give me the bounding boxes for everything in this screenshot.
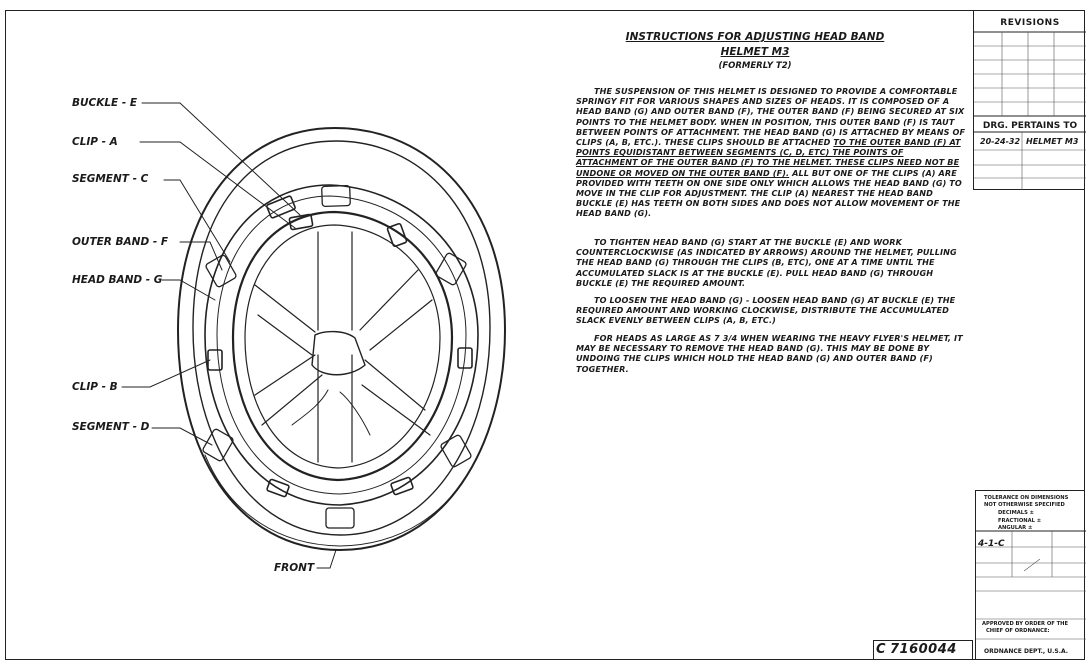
helmet-drawing xyxy=(0,0,600,600)
helmet-shell-inner xyxy=(193,141,490,535)
tb-tolerance: TOLERANCE ON DIMENSIONS xyxy=(984,495,1069,501)
para1-underlined: TO THE OUTER BAND (F) AT POINTS EQUIDISTANT BETWEEN SEGMENTS (C, D, ETC) THE POINTS OF ATTACHMENT OF THE OUTER BAND (F) TO THE HELMET. THESE CLIPS NEED NOT BE UNDONE OR MOVED ON THE OUTER BAND (F). xyxy=(576,137,961,178)
instructions-paragraph-2: TO TIGHTEN HEAD BAND (G) START AT THE BUCKLE (E) AND WORK COUNTERCLOCKWISE (AS INDICATED BY ARROWS) AROUND THE HELMET, PULLING THE HEAD BAND (G) THROUGH THE CLIPS (B, ETC), ONE AT A TIME UNTIL THE ACCUMULATED SLACK IS AT THE BUCKLE (E). PULL HEAD BAND (G) THROUGH BUCKLE (E) THE REQUIRED AMOUNT. xyxy=(576,237,957,288)
tb-approved: APPROVED BY ORDER OF THE xyxy=(982,621,1069,627)
crown-strap-vertical-lower xyxy=(318,355,352,462)
drawing-number-prefix: C xyxy=(876,642,886,657)
tb-fractional: FRACTIONAL ± xyxy=(998,518,1042,524)
instructions-formerly: (FORMERLY T2) xyxy=(718,61,792,71)
helmet-brim xyxy=(205,455,478,546)
instructions-paragraph-4: FOR HEADS AS LARGE AS 7 3/4 WHEN WEARING THE HEAVY FLYER'S HELMET, IT MAY BE NECESSARY TO REMOVE THE HEAD BAND (G). THIS MAY BE DONE BY UNDOING THE CLIPS WHICH HOLD THE HEAD BAND (G) AND OUTER BAND (F) TOGETHER. xyxy=(576,333,963,374)
instructions-paragraph-1 xyxy=(576,86,966,219)
para1-end: ALL BUT ONE OF THE CLIPS (A) ARE PROVIDED WITH TEETH ON ONE SIDE ONLY WHICH ALLOWS THE HEAD BAND (G) TO MOVE IN THE CLIP FOR ADJUSTMENT. THE CLIP (A) NEAREST THE HEAD BAND BUCKLE (E) HAS TEETH ON BOTH SIDES AND DOES NOT ALLOW MOVEMENT OF THE HEAD BAND (G). xyxy=(576,167,962,219)
pertains-title: DRG. PERTAINS TO xyxy=(982,121,1078,131)
label-segment-c: SEGMENT - C xyxy=(72,173,149,185)
outer-band-inner-edge xyxy=(217,196,466,494)
head-band-inner-edge xyxy=(245,225,440,468)
label-buckle: BUCKLE - E xyxy=(72,97,138,109)
tb-scale: 4-1-C xyxy=(978,539,1005,549)
tb-angular: ANGULAR ± xyxy=(998,525,1033,531)
pertains-item: HELMET M3 xyxy=(1026,137,1079,146)
crown-strap-diagonal-upper xyxy=(255,270,432,355)
label-front: FRONT xyxy=(274,562,315,574)
tie-string xyxy=(292,390,370,435)
drawing-number-box xyxy=(873,640,973,660)
segments xyxy=(202,186,472,528)
revisions-title: REVISIONS xyxy=(1000,18,1060,28)
tb-dept: ORDNANCE DEPT., U.S.A. xyxy=(984,648,1069,655)
para1-start: THE SUSPENSION OF THIS HELMET IS DESIGNED TO PROVIDE A COMFORTABLE SPRINGY FIT FOR VARIOUS SHAPES AND SIZES OF HEADS. IT IS COMPOSED OF A HEAD BAND (G) AND OUTER BAND (F), THE OUTER BAND (F) BEING SECURED AT SIX POINTS TO THE HELMET BODY. WHEN IN POSITION, THIS OUTER BAND (F) IS TAUT BETWEEN POINTS OF ATTACHMENT. THE HEAD BAND (G) IS ATTACHED BY MEANS OF CLIPS (A, B, ETC.). THESE CLIPS SHOULD BE ATTACHED xyxy=(576,86,966,148)
title-block-grid xyxy=(976,491,1086,661)
instructions-paragraph-3: TO LOOSEN THE HEAD BAND (G) - LOOSEN HEAD BAND (G) AT BUCKLE (E) THE REQUIRED AMOUNT AND WORKING CLOCKWISE, DISTRIBUTE THE ACCUMULATED SLACK EVENLY BETWEEN CLIPS (A, B, ETC.) xyxy=(576,295,956,326)
outer-band xyxy=(205,185,478,505)
head-band xyxy=(233,212,452,480)
instructions-subtitle: HELMET M3 xyxy=(720,46,790,58)
tb-decimals: DECIMALS ± xyxy=(998,510,1034,516)
label-clip-b: CLIP - B xyxy=(72,381,118,393)
helmet-shell-outer xyxy=(178,128,505,550)
crown-knot xyxy=(312,332,365,375)
tb-chief: CHIEF OF ORDNANCE: xyxy=(986,628,1050,634)
label-head-band: HEAD BAND - G xyxy=(72,274,163,286)
label-clip-a: CLIP - A xyxy=(72,136,118,148)
label-segment-d: SEGMENT - D xyxy=(72,421,150,433)
crown-strap-vertical xyxy=(318,232,352,330)
instructions-title: INSTRUCTIONS FOR ADJUSTING HEAD BAND xyxy=(625,31,885,43)
title-block xyxy=(975,490,1085,660)
tb-unless: NOT OTHERWISE SPECIFIED xyxy=(984,502,1065,508)
drawing-number: 7160044 xyxy=(890,642,957,657)
clips xyxy=(208,214,472,497)
pertains-date: 20-24-32 xyxy=(980,137,1021,146)
revisions-block xyxy=(973,10,1085,190)
label-outer-band: OUTER BAND - F xyxy=(72,236,169,248)
crown-strap-diagonal-lower xyxy=(255,355,430,435)
revisions-grid xyxy=(974,10,1086,190)
